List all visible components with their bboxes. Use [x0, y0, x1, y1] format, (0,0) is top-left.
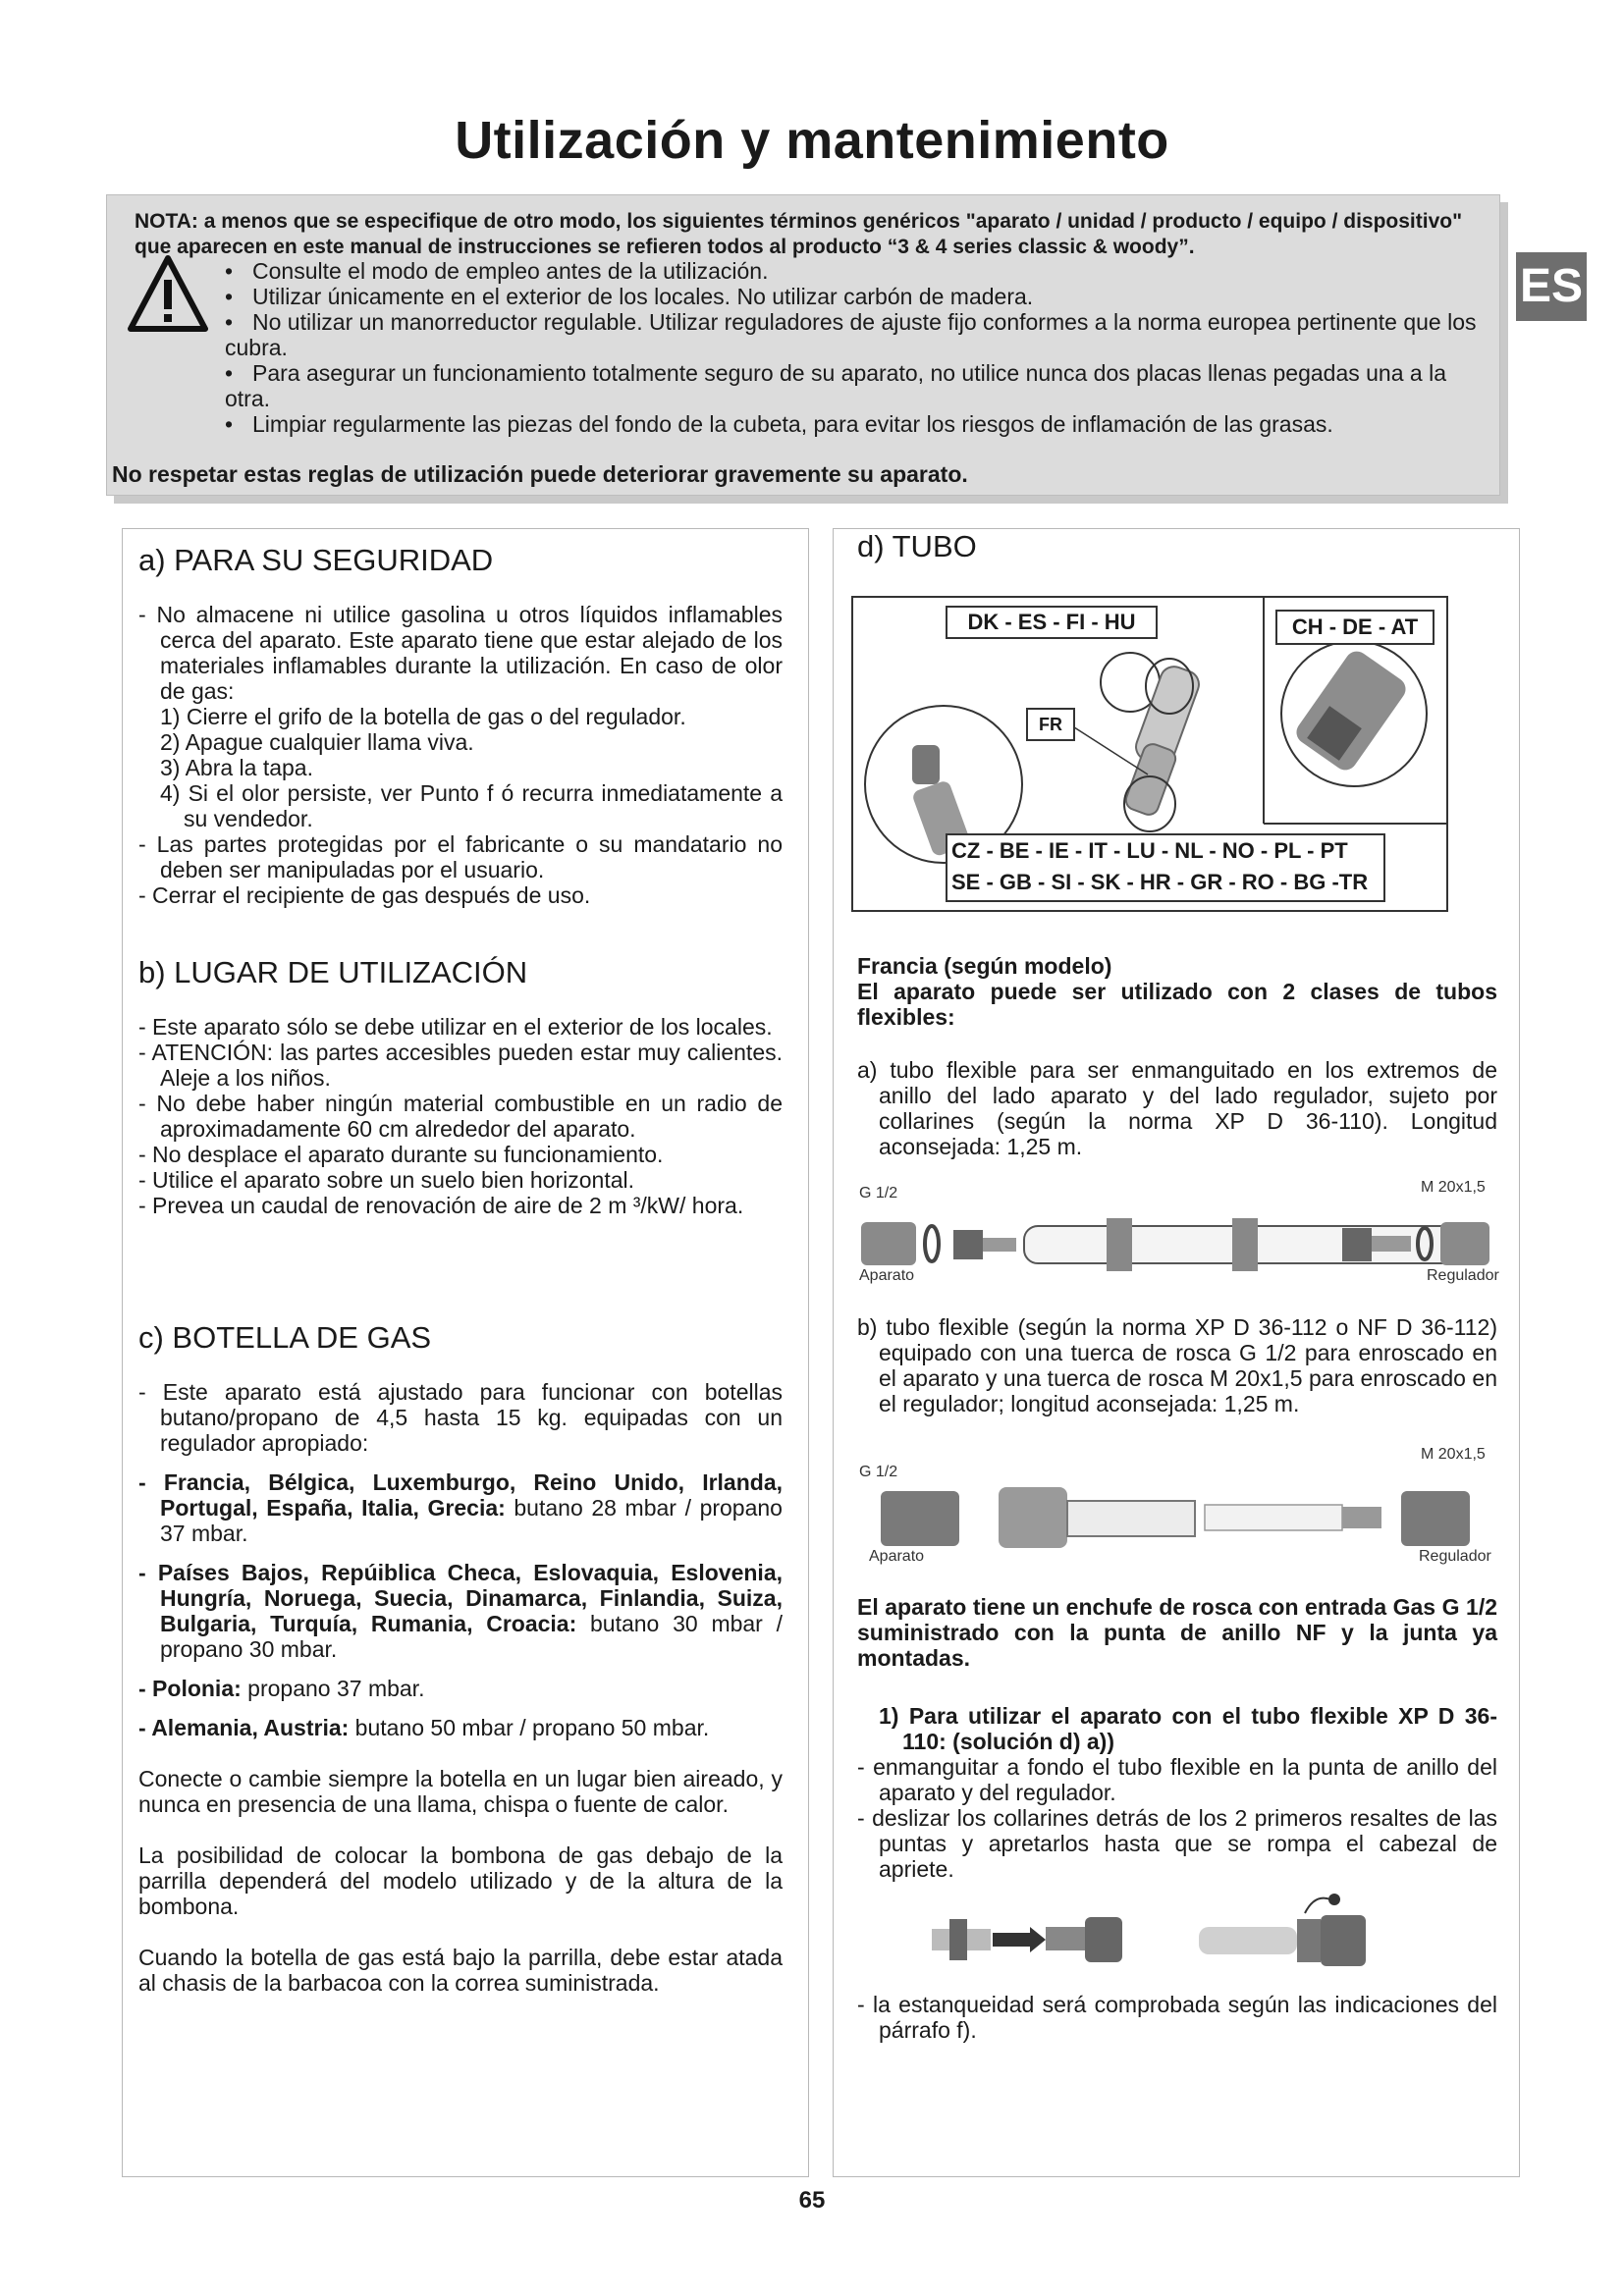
note-item: • Limpiar regularmente las piezas del fondo de la cubeta, para evitar los riesgos de inflamación de las grasas.	[225, 411, 1333, 437]
note-item: • No utilizar un manorreductor regulable. Utilizar reguladores de ajuste fijo conformes a la norma europea pertinente que los cubra.	[225, 309, 1477, 360]
note-item: • Utilizar únicamente en el exterior de los locales. No utilizar carbón de madera.	[225, 284, 1034, 309]
location-item: - Utilice el aparato sobre un suelo bien horizontal.	[138, 1167, 635, 1193]
note-lead: NOTA: a menos que se especifique de otro modo, los siguientes términos genéricos "aparato / unidad / producto / equipo / dispositivo" que aparecen en este manual de instrucciones se refieren todos al producto “3 & 4 series classic & woody”.	[135, 210, 1463, 258]
safety-bullet: - Cerrar el recipiente de gas después de uso.	[138, 882, 591, 908]
page-number: 65	[798, 2187, 826, 2214]
safety-bullet: - Las partes protegidas por el fabricante o su mandatario no deben ser manipuladas por el usuario.	[138, 831, 783, 882]
location-item: - Este aparato sólo se debe utilizar en el exterior de los locales.	[138, 1014, 773, 1040]
connector-note: El aparato tiene un enchufe de rosca con entrada Gas G 1/2 suministrado con la punta de anillo NF y la junta ya montadas.	[857, 1594, 1497, 1671]
fig-label-ch: CH - DE - AT	[1275, 610, 1435, 645]
hose-country-figure	[851, 596, 1448, 912]
hose-a-aparato-caption: Aparato	[859, 1267, 915, 1284]
note-list	[225, 258, 1487, 437]
gas-country-1: - Francia, Bélgica, Luxemburgo, Reino Unido, Irlanda, Portugal, España, Italia, Grecia: butano 28 mbar / propano 37 mbar.	[138, 1469, 783, 1546]
hose-a-regulador-caption: Regulador	[1427, 1267, 1499, 1284]
heading-gas-bottle: c) BOTELLA DE GAS	[138, 1320, 432, 1355]
left-column	[122, 528, 809, 2177]
heading-hose: d) TUBO	[857, 529, 977, 563]
note-item: • Para asegurar un funcionamiento totalmente seguro de su aparato, no utilice nunca dos placas llenas pegadas una a la otra.	[225, 360, 1446, 411]
gas-country-4: - Alemania, Austria: butano 50 mbar / propano 50 mbar.	[138, 1715, 710, 1740]
solution-text	[857, 1703, 1497, 1882]
solution-title: 1) Para utilizar el aparato con el tubo flexible XP D 36-110: (solución d) a))	[879, 1703, 1497, 1754]
location-text	[138, 1014, 783, 1218]
hose-b-m20-caption: M 20x1,5	[1421, 1446, 1486, 1463]
hose-a-m20-caption: M 20x1,5	[1421, 1179, 1486, 1196]
fig-label-fr: FR	[1026, 708, 1075, 741]
solution-step: - enmanguitar a fondo el tubo flexible en la punta de anillo del aparato y del regulador.	[857, 1754, 1497, 1805]
safety-step: 1) Cierre el grifo de la botella de gas o del regulador.	[160, 704, 686, 729]
option-b-text: b) tubo flexible (según la norma XP D 36-112 o NF D 36-112) equipado con una tuerca de rosca G 1/2 para enroscado en el aparato y una tuerca de rosca M 20x1,5 para enroscado en el regulador; longitud aconsejada: 1,25 m.	[857, 1314, 1497, 1416]
gas-para: Cuando la botella de gas está bajo la parrilla, debe estar atada al chasis de la barbacoa con la correa suministrada.	[138, 1945, 783, 1996]
hose-b-aparato-caption: Aparato	[869, 1548, 925, 1565]
note-item: • Consulte el modo de empleo antes de la utilización.	[225, 258, 769, 284]
heading-location: b) LUGAR DE UTILIZACIÓN	[138, 955, 528, 989]
location-item: - Prevea un caudal de renovación de aire de 2 m ³/kW/ hora.	[138, 1193, 744, 1218]
gas-para: Conecte o cambie siempre la botella en un lugar bien aireado, y nunca en presencia de una llama, chispa o fuente de calor.	[138, 1766, 783, 1817]
gas-country-2: - Países Bajos, Repúiblica Checa, Eslovaquia, Eslovenia, Hungría, Noruega, Suecia, Dinamarca, Finlandia, Suiza, Bulgaria, Turquía, Rumania, Croacia: butano 30 mbar / propano 30 mbar.	[138, 1560, 783, 1662]
safety-step: 4) Si el olor persiste, ver Punto f ó recurra inmediatamente a su vendedor.	[160, 780, 783, 831]
hose-a-g12-caption: G 1/2	[859, 1185, 898, 1201]
option-a-text: a) tubo flexible para ser enmanguitado en los extremos de anillo del lado aparato y del lado regulador, sujeto por collarines (según la norma XP D 36-110). Longitud aconsejada: 1,25 m.	[857, 1057, 1497, 1159]
location-item: - No desplace el aparato durante su funcionamiento.	[138, 1142, 664, 1167]
note-footer: No respetar estas reglas de utilización puede deteriorar gravemente su aparato.	[112, 461, 968, 487]
hose-b-diagram	[851, 1440, 1499, 1568]
hose-b-regulador-caption: Regulador	[1419, 1548, 1491, 1565]
location-item: - No debe haber ningún material combustible en un radio de aproximadamente 60 cm alrededor del aparato.	[138, 1091, 783, 1142]
hose-b-illustration	[851, 1483, 1499, 1552]
gas-bottle-text	[138, 1379, 783, 1996]
safety-step: 2) Apague cualquier llama viva.	[160, 729, 474, 755]
warning-triangle-icon	[127, 254, 209, 333]
clamp-fitting-illustration	[932, 1890, 1442, 1978]
safety-step: 3) Abra la tapa.	[160, 755, 313, 780]
safety-intro: - No almacene ni utilice gasolina u otros líquidos inflamables cerca del aparato. Este aparato tiene que estar alejado de los materiales inflamables durante la utilización. En caso de olor de gas:	[138, 602, 783, 704]
safety-text	[138, 602, 783, 908]
gas-intro: - Este aparato está ajustado para funcionar con botellas butano/propano de 4,5 hasta 15 kg. equipadas con un regulador apropiado:	[138, 1379, 783, 1456]
fig-label-bottom: CZ - BE - IE - IT - LU - NL - NO - PL - PT SE - GB - SI - SK - HR - GR - RO - BG -TR	[946, 833, 1385, 902]
page-title: Utilización y mantenimiento	[455, 111, 1169, 170]
hose-a-diagram	[851, 1179, 1499, 1287]
gas-country-3: - Polonia: propano 37 mbar.	[138, 1676, 425, 1701]
hose-b-g12-caption: G 1/2	[859, 1464, 898, 1480]
fig-label-dk: DK - ES - FI - HU	[946, 606, 1158, 639]
right-column	[833, 528, 1520, 2177]
solution-step: - deslizar los collarines detrás de los 2 primeros resaltes de las puntas y apretarlos hasta que se rompa el cabezal de apriete.	[857, 1805, 1497, 1882]
hose-a-illustration	[851, 1208, 1499, 1277]
safety-note-box	[106, 194, 1500, 496]
location-item: - ATENCIÓN: las partes accesibles pueden estar muy calientes. Aleje a los niños.	[138, 1040, 783, 1091]
leak-check-text: - la estanqueidad será comprobada según las indicaciones del párrafo f).	[857, 1992, 1497, 2043]
language-tab: ES	[1516, 252, 1587, 321]
france-title: Francia (según modelo) El aparato puede ser utilizado con 2 clases de tubos flexibles:	[857, 953, 1497, 1030]
heading-safety: a) PARA SU SEGURIDAD	[138, 543, 494, 577]
gas-para: La posibilidad de colocar la bombona de gas debajo de la parrilla dependerá del modelo utilizado y de la altura de la bombona.	[138, 1842, 783, 1919]
